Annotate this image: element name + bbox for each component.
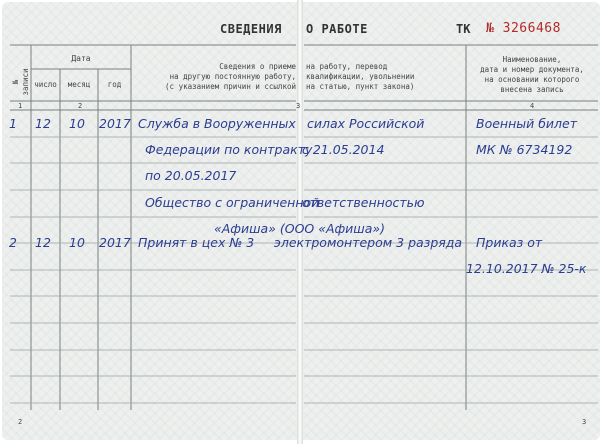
entry-2-year: 2017 [99,235,131,250]
entry-2-number: 2 [9,235,17,250]
entry-1-text-line-5: «Афиша» (ООО «Афиша») [214,221,385,236]
col-number-2: 2 [78,102,83,110]
entry-1-doc-line-1: Военный билет [476,116,578,131]
entry-1-text-line-2b: с 21.05.2014 [302,142,385,157]
entry-1-text-line-4b: ответственностью [302,195,425,210]
doc-header-line-1: Наименование, [502,55,562,64]
serial-number: № 3266468 [486,21,561,36]
entry-2-day: 12 [35,235,51,250]
info-right-line-1: на работу, перевод [306,62,388,71]
col-header-document [466,55,598,95]
entry-1-month: 10 [69,116,85,131]
entry-1-doc-line-2: МК № 6734192 [476,142,573,157]
info-right-line-3: на статью, пункт закона) [306,82,415,91]
title-right: О РАБОТЕ [306,22,368,36]
series-label: ТК [456,22,471,36]
entry-2-doc-line-1: Приказ от [476,235,543,250]
col-header-info-left [140,62,296,92]
info-right-line-2: квалификации, увольнении [306,72,415,81]
entry-1-text-line-1a: Служба в Вооруженных [138,116,296,131]
doc-header-line-4: внесена запись [500,85,564,94]
entry-1-text-line-2a: Федерации по контракту [145,142,313,157]
entry-2-month: 10 [69,235,85,250]
doc-header-line-2: дата и номер документа, [480,65,584,74]
page-number-left: 2 [18,418,23,426]
col-header-entry-number: № записи [11,68,30,96]
doc-header-line-3: на основании которого [484,75,580,84]
entry-1-day: 12 [35,116,51,131]
col-number-4: 4 [530,102,535,110]
entry-2-text-a: Принят в цех № 3 [138,235,255,250]
col-header-info-right [306,62,462,92]
page-number-right: 3 [582,418,587,426]
col-header-date: Дата [71,54,91,63]
entry-1-number: 1 [9,116,17,131]
title-left: СВЕДЕНИЯ [220,22,282,36]
info-left-line-1: Сведения о приеме [219,62,296,71]
entry-1-year: 2017 [99,116,131,131]
info-left-line-2: на другую постоянную работу, [169,72,296,81]
col-header-year: год [107,80,122,89]
entry-1-text-line-3: по 20.05.2017 [145,168,237,183]
entry-1-text-line-4a: Общество с ограниченной [145,195,320,210]
col-number-1: 1 [18,102,23,110]
entry-2-text-b: электромонтером 3 разряда [274,235,463,250]
col-number-3: 3 [296,102,301,110]
info-left-line-3: (с указанием причин и ссылкой [165,82,296,91]
col-header-day: число [34,80,57,89]
entry-2-doc-line-2: 12.10.2017 № 25-к [466,261,587,276]
entry-1-text-line-1b: силах Российской [307,116,425,131]
col-header-month: месяц [67,80,91,89]
